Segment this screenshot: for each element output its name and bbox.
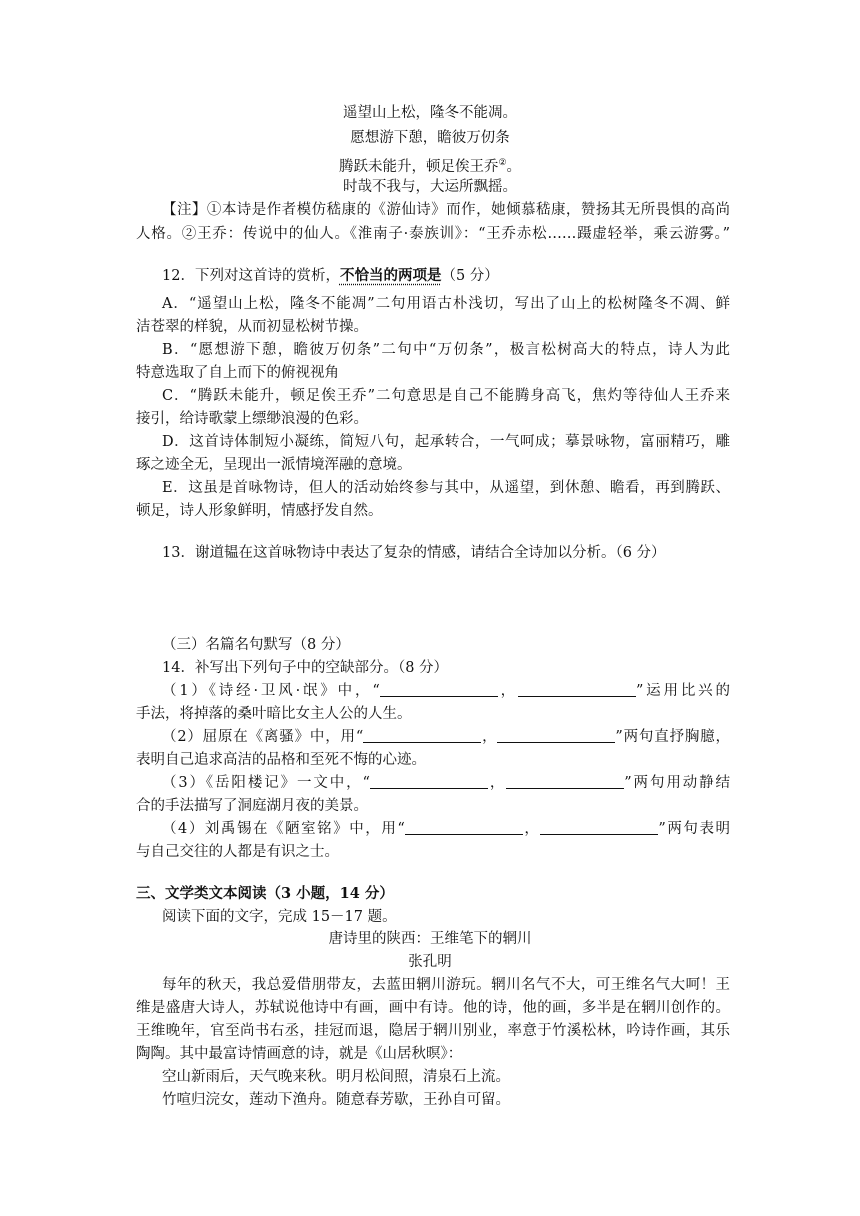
fill-item-1-post: ”运用比兴的	[635, 683, 731, 699]
quoted-poem-line-1: 空山新雨后，天气晚来秋。明月松间照，清泉石上流。	[162, 1069, 510, 1085]
fill-item-3-cont: 合的手法描写了洞庭湖月夜的美景。	[136, 798, 368, 814]
fill-item-4-pre: （4）刘禹锡在《陋室铭》中，用“	[162, 821, 405, 837]
section-3-instruction: 阅读下面的文字，完成 15－17 题。	[162, 909, 397, 925]
section-3-heading: 三、文学类文本阅读（3 小题，14 分）	[136, 885, 394, 902]
fill-blank-1b[interactable]	[518, 682, 636, 697]
footnote-mark: ②	[498, 158, 507, 168]
fill-item-4-post: ”两句表明	[658, 821, 730, 837]
fill-item-1	[162, 681, 730, 701]
fill-item-1-pre: （1）《诗经·卫风·氓》中，“	[162, 683, 380, 699]
paragraph-1-line-4: 陶陶。其中最富诗情画意的诗，就是《山居秋暝》：	[136, 1046, 463, 1062]
fill-item-2-pre: （2）屈原在《离骚》中，用“	[162, 729, 364, 745]
option-b-line-1: B．“愿想游下憩，瞻彼万仞条”二句中“万仞条”，极言松树高大的特点，诗人为此	[162, 342, 730, 358]
fill-item-4	[162, 819, 730, 839]
paragraph-1-line-3: 王维晚年，官至尚书右丞，挂冠而退，隐居于辋川别业，率意于竹溪松林，吟诗作画，其乐	[136, 1023, 730, 1039]
poem-line-4: 时哉不我与，大运所飘摇。	[343, 179, 517, 195]
quoted-poem-line-2: 竹喧归浣女，莲动下渔舟。随意春芳歇，王孙自可留。	[162, 1092, 510, 1108]
option-b-line-2: 特意选取了自上而下的俯视视角	[136, 365, 339, 381]
option-a-line-2: 洁苍翠的样貌，从而初显松树节操。	[136, 319, 368, 335]
poem-line-2: 愿想游下憩，瞻彼万仞条	[350, 130, 510, 146]
fill-item-3-post: ”两句用动静结	[624, 775, 731, 791]
question-14-title: 14．补写出下列句子中的空缺部分。（8 分）	[162, 660, 449, 676]
fill-blank-4b[interactable]	[540, 820, 658, 835]
option-d-line-1: D．这首诗体制短小凝练，简短八句，起承转合，一气呵成；摹景咏物，富丽精巧，雕	[162, 434, 730, 450]
fill-item-1-cont: 手法，将掉落的桑叶暗比女主人公的人生。	[136, 706, 412, 722]
note-line-1: 【注】①本诗是作者模仿嵇康的《游仙诗》而作，她倾慕嵇康，赞扬其无所畏惧的高尚	[162, 202, 730, 218]
option-c-line-1: C．“腾跃未能升，顿足俟王乔”二句意思是自己不能腾身高飞，焦灼等待仙人王乔来	[162, 388, 730, 404]
fill-item-3	[162, 773, 730, 793]
option-e-line-2: 顿足，诗人形象鲜明，情感抒发自然。	[136, 503, 383, 519]
section-3-subheading: （三）名篇名句默写（8 分）	[162, 637, 350, 653]
article-author: 张孔明	[408, 954, 452, 970]
poem-line-1: 遥望山上松，隆冬不能凋。	[343, 105, 517, 121]
paragraph-1-line-2: 维是盛唐大诗人，苏轼说他诗中有画，画中有诗。他的诗，他的画，多半是在辋川创作的。	[136, 1000, 730, 1016]
fill-item-2-cont: 表明自己追求高洁的品格和至死不悔的心迹。	[136, 752, 426, 768]
fill-item-3-mid: ，	[487, 775, 507, 791]
note-line-2: 人格。②王乔：传说中的仙人。《淮南子·泰族训》：“王乔赤松……蹑虚轻举，乘云游雾。”	[136, 226, 730, 242]
option-d-line-2: 琢之迹全无，呈现出一派情境浑融的意境。	[136, 457, 412, 473]
q12-emphasis: 不恰当的两项是	[339, 267, 442, 284]
fill-item-4-mid: ，	[522, 821, 541, 837]
fill-blank-2b[interactable]	[497, 728, 615, 743]
fill-item-3-pre: （3）《岳阳楼记》一文中，“	[162, 775, 370, 791]
fill-item-1-mid: ，	[497, 683, 518, 699]
fill-blank-3b[interactable]	[506, 774, 624, 789]
q12-prefix: 12．下列对这首诗的赏析，	[162, 268, 340, 284]
option-c-line-2: 接引，给诗歌蒙上缥缈浪漫的色彩。	[136, 411, 368, 427]
fill-blank-4a[interactable]	[405, 820, 523, 835]
fill-blank-1a[interactable]	[380, 682, 498, 697]
question-13: 13．谢道韫在这首咏物诗中表达了复杂的情感，请结合全诗加以分析。（6 分）	[162, 545, 666, 561]
fill-item-2	[162, 727, 730, 747]
option-a-line-1: A．“遥望山上松，隆冬不能凋”二句用语古朴浅切，写出了山上的松树隆冬不凋、鲜	[162, 296, 730, 312]
poem-line-3-text: 腾跃未能升，顿足俟王乔	[338, 158, 499, 175]
fill-blank-2a[interactable]	[363, 728, 481, 743]
poem-line-3-end: 。	[506, 158, 522, 175]
poem-line-3	[0, 153, 860, 177]
fill-blank-3a[interactable]	[370, 774, 488, 789]
article-title: 唐诗里的陕西：王维笔下的辋川	[328, 931, 532, 947]
option-e-line-1: E．这虽是首咏物诗，但人的活动始终参与其中，从遥望，到休憩、瞻看，再到腾跃、	[162, 480, 730, 496]
question-12-stem	[162, 266, 499, 286]
fill-item-4-cont: 与自己交往的人都是有识之士。	[136, 844, 339, 860]
fill-item-2-post: ”两句直抒胸臆，	[615, 729, 731, 745]
paragraph-1-line-1: 每年的秋天，我总爱借朋带友，去蓝田辋川游玩。辋川名气不大，可王维名气大呵！王	[162, 977, 730, 993]
q12-suffix: （5 分）	[441, 268, 499, 284]
fill-item-2-mid: ，	[481, 729, 498, 745]
